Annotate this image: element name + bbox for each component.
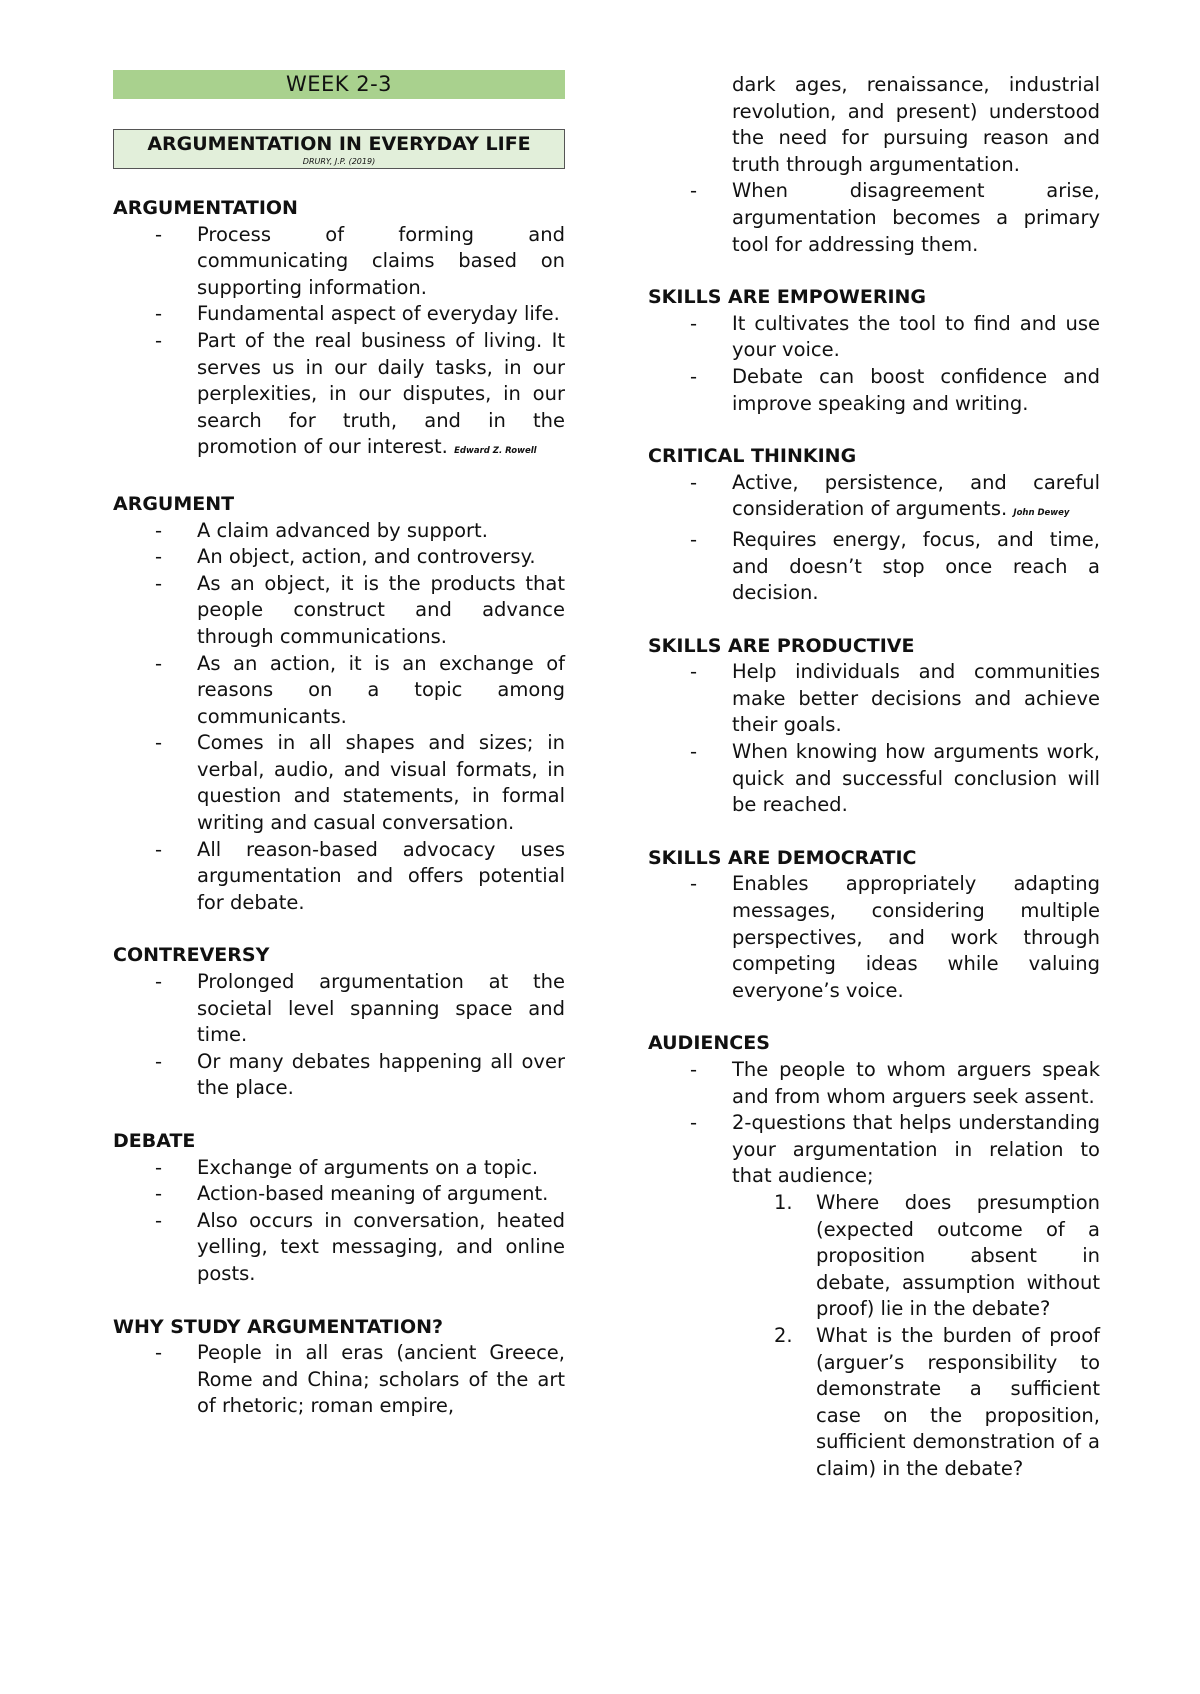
left-column <box>113 70 565 1446</box>
numbered-item <box>732 1190 1100 1323</box>
list-item: - Process of forming and communicating claims based on supporting information. <box>113 222 565 302</box>
list-item: - As an action, it is an exchange of reasons on a topic among communicants. <box>113 651 565 731</box>
section-heading: AUDIENCES <box>648 1032 770 1055</box>
list-item <box>113 328 565 465</box>
list-item: - A claim advanced by support. <box>113 518 565 545</box>
week-banner: WEEK 2-3 <box>113 70 565 99</box>
section-empowering <box>648 284 1100 417</box>
section-heading: SKILLS ARE PRODUCTIVE <box>648 634 915 657</box>
quote-attribution: Edward Z. Rowell <box>454 446 537 457</box>
list-item: - Also occurs in conversation, heated yelling, text messaging, and online posts. <box>113 1208 565 1288</box>
list-item: - Action-based meaning of argument. <box>113 1181 565 1208</box>
list-item: - All reason-based advocacy uses argumentation and offers potential for debate. <box>113 837 565 917</box>
list-item: - Debate can boost confidence and improve speaking and writing. <box>648 364 1100 417</box>
title-citation: DRURY, J.P. (2019) <box>302 157 376 166</box>
list-item: - Or many debates happening all over the place. <box>113 1049 565 1102</box>
list-item-text: Part of the real business of living. It serves us in our daily tasks, in our perplexities, in our disputes, in our search for truth, and in the promotion of our interest. <box>197 328 565 459</box>
list-item: - Comes in all shapes and sizes; in verbal, audio, and visual formats, in question and statements, in formal writing and casual conversation. <box>113 730 565 836</box>
list-item: - When knowing how arguments work, quick and successful conclusion will be reached. <box>648 739 1100 819</box>
item-number: 1. <box>774 1190 793 1214</box>
list-item <box>648 470 1100 527</box>
list-item: - As an object, it is the products that people construct and advance through communications. <box>113 571 565 651</box>
list-item: - People in all eras (ancient Greece, Rome and China; scholars of the art of rhetoric; roman empire, <box>113 1340 565 1420</box>
section-heading: SKILLS ARE DEMOCRATIC <box>648 846 917 869</box>
list-item: - When disagreement arise, argumentation becomes a primary tool for addressing them. <box>648 178 1100 258</box>
list-item-text: Active, persistence, and careful consideration of arguments. <box>732 470 1100 521</box>
numbered-item <box>732 1323 1100 1483</box>
item-number: 2. <box>774 1323 793 1347</box>
list-item: - The people to whom arguers speak and from whom arguers seek assent. <box>648 1057 1100 1110</box>
quote-attribution: John Dewey <box>1013 508 1070 519</box>
list-item: - 2-questions that helps understanding your argumentation in relation to that audience; <box>648 1110 1100 1190</box>
right-column <box>648 72 1100 1509</box>
section-argument <box>113 491 565 917</box>
section-why-study-continued <box>648 72 1100 258</box>
item-text: What is the burden of proof (arguer’s responsibility to demonstrate a sufficient case on the proposition, sufficient demonstration of a claim) in the debate? <box>816 1323 1100 1480</box>
list-item: - Enables appropriately adapting messages, considering multiple perspectives, and work through competing ideas while valuing everyone’s voice. <box>648 871 1100 1004</box>
section-argumentation <box>113 195 565 465</box>
page-title: ARGUMENTATION IN EVERYDAY LIFE <box>147 133 531 155</box>
list-item: - Exchange of arguments on a topic. <box>113 1155 565 1182</box>
list-item: - Help individuals and communities make better decisions and achieve their goals. <box>648 659 1100 739</box>
title-box <box>113 129 565 169</box>
section-debate <box>113 1128 565 1288</box>
list-item: - Requires energy, focus, and time, and doesn’t stop once reach a decision. <box>648 527 1100 607</box>
section-why-study <box>113 1314 565 1420</box>
numbered-list <box>732 1190 1100 1483</box>
list-item: - Prolonged argumentation at the societal level spanning space and time. <box>113 969 565 1049</box>
section-critical-thinking <box>648 443 1100 607</box>
list-item-continuation: dark ages, renaissance, industrial revolution, and present) understood the need for pursuing reason and truth through argumentation. <box>732 73 1100 176</box>
section-heading: SKILLS ARE EMPOWERING <box>648 286 927 309</box>
section-heading: CRITICAL THINKING <box>648 445 857 468</box>
section-audiences <box>648 1030 1100 1482</box>
item-text: Where does presumption (expected outcome of a proposition absent in debate, assumption without proof) lie in the debate? <box>816 1190 1100 1321</box>
section-productive <box>648 633 1100 819</box>
list-item: - Fundamental aspect of everyday life. <box>113 301 565 328</box>
section-heading: CONTREVERSY <box>113 944 270 967</box>
section-heading: WHY STUDY ARGUMENTATION? <box>113 1315 444 1338</box>
list-item: - An object, action, and controversy. <box>113 544 565 571</box>
section-democratic <box>648 845 1100 1005</box>
section-heading: DEBATE <box>113 1130 196 1152</box>
section-heading: ARGUMENTATION <box>113 197 298 219</box>
list-item: - It cultivates the tool to find and use your voice. <box>648 311 1100 364</box>
section-contreversy <box>113 942 565 1102</box>
section-heading: ARGUMENT <box>113 492 235 515</box>
